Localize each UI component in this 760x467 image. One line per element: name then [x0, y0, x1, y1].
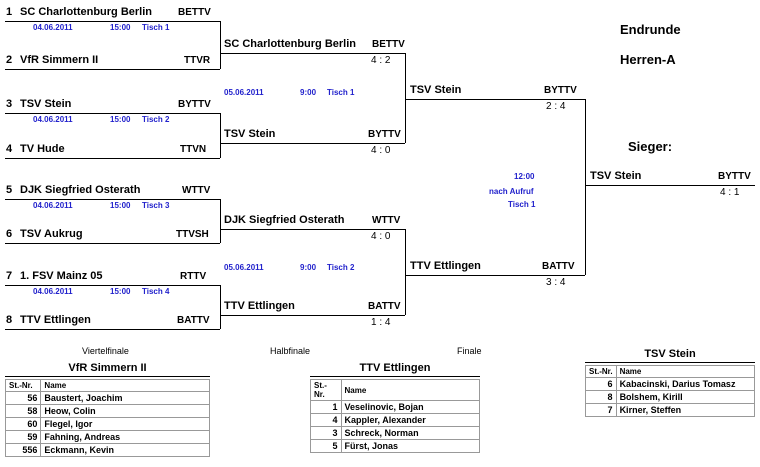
r1-seed-8: 8	[6, 314, 13, 326]
roster-name: Flegel, Igor	[41, 418, 210, 431]
roster-header-name: Name	[616, 366, 754, 378]
bracket-line	[220, 143, 405, 144]
sf-table-1: Tisch 1	[327, 88, 355, 97]
r1-team-1: SC Charlottenburg Berlin	[20, 6, 153, 18]
qf-score-2: 4 : 0	[371, 145, 391, 156]
bracket-connector	[405, 53, 406, 143]
r1-team-4: TV Hude	[20, 143, 65, 155]
r1-assoc-7: RTTV	[180, 271, 207, 282]
roster-nr: 3	[311, 427, 342, 440]
qf-team-4: TTV Ettlingen	[224, 300, 295, 312]
bracket-line	[5, 243, 220, 244]
roster-nr: 58	[6, 405, 41, 418]
roster-nr: 7	[586, 404, 617, 417]
qf-assoc-4: BATTV	[368, 301, 401, 312]
sf-date-2: 05.06.2011	[224, 263, 264, 272]
roster-name: Baustert, Joachim	[41, 392, 210, 405]
roster-nr: 1	[311, 401, 342, 414]
table-row	[311, 440, 480, 453]
roster-title-1: VfR Simmern II	[68, 362, 147, 374]
qf-team-1: SC Charlottenburg Berlin	[224, 38, 357, 50]
sf-team-2: TTV Ettlingen	[410, 260, 481, 272]
sf-time-2: 9:00	[300, 263, 317, 272]
r1-seed-4: 4	[6, 143, 13, 155]
table-row	[6, 418, 210, 431]
roster-name: Fahning, Andreas	[41, 431, 210, 444]
table-row	[586, 404, 755, 417]
qf-score-4: 1 : 4	[371, 317, 391, 328]
r1-date-1: 04.06.2011	[33, 23, 73, 32]
roster-nr: 56	[6, 392, 41, 405]
roster-name: Kabacinski, Darius Tomasz	[616, 378, 754, 391]
sieger-label: Sieger:	[628, 139, 673, 154]
r1-date-2: 04.06.2011	[33, 115, 73, 124]
r1-assoc-3: BYTTV	[178, 99, 211, 110]
r1-assoc-5: WTTV	[182, 185, 211, 196]
bracket-line	[220, 315, 405, 316]
qf-assoc-1: BETTV	[372, 39, 405, 50]
bracket-line	[5, 21, 220, 22]
table-header-row	[6, 380, 210, 392]
table-header-row	[311, 380, 480, 401]
sf-assoc-2: BATTV	[542, 261, 575, 272]
roster-nr: 4	[311, 414, 342, 427]
r1-seed-6: 6	[6, 228, 13, 240]
table-row	[6, 431, 210, 444]
r1-time-1: 15:00	[110, 23, 131, 32]
table-header-row	[586, 366, 755, 378]
sf-time-1: 9:00	[300, 88, 317, 97]
r1-team-7: 1. FSV Mainz 05	[20, 270, 103, 282]
roster-nr: 8	[586, 391, 617, 404]
r1-table-2: Tisch 2	[142, 115, 170, 124]
r1-team-6: TSV Aukrug	[20, 228, 83, 240]
r1-date-3: 04.06.2011	[33, 201, 73, 210]
bracket-line	[220, 53, 405, 54]
sf-assoc-1: BYTTV	[544, 85, 577, 96]
final-team: TSV Stein	[590, 170, 642, 182]
roster-nr: 556	[6, 444, 41, 457]
table-row	[6, 392, 210, 405]
final-time: 12:00	[514, 172, 535, 181]
bracket-line	[405, 275, 585, 276]
bracket-line	[405, 99, 585, 100]
table-row	[311, 414, 480, 427]
stage-label-finale: Finale	[457, 346, 482, 356]
r1-team-2: VfR Simmern II	[20, 54, 99, 66]
roster-nr: 59	[6, 431, 41, 444]
roster-table-3	[585, 348, 755, 417]
bracket-line	[5, 69, 220, 70]
r1-date-4: 04.06.2011	[33, 287, 73, 296]
page-title-line1: Endrunde	[620, 22, 681, 37]
table-row	[311, 401, 480, 414]
r1-table-3: Tisch 3	[142, 201, 170, 210]
roster-name: Schreck, Norman	[341, 427, 479, 440]
qf-team-3: DJK Siegfried Osterath	[224, 214, 345, 226]
table-row	[586, 391, 755, 404]
bracket-connector	[220, 113, 221, 158]
roster-table-2	[310, 362, 480, 453]
qf-team-2: TSV Stein	[224, 128, 276, 140]
qf-assoc-3: WTTV	[372, 215, 401, 226]
r1-time-2: 15:00	[110, 115, 131, 124]
bracket-connector	[220, 21, 221, 69]
r1-team-5: DJK Siegfried Osterath	[20, 184, 141, 196]
final-table: Tisch 1	[508, 200, 536, 209]
bracket-connector	[220, 285, 221, 329]
final-note: nach Aufruf	[489, 187, 534, 196]
roster-name: Veselinovic, Bojan	[341, 401, 479, 414]
roster-nr: 6	[586, 378, 617, 391]
bracket-line	[585, 185, 755, 186]
r1-table-1: Tisch 1	[142, 23, 170, 32]
bracket-line	[5, 285, 220, 286]
roster-header-nr: St.-Nr.	[586, 366, 617, 378]
bracket-line	[5, 158, 220, 159]
roster-title-3: TSV Stein	[644, 348, 696, 360]
roster-header-nr: St.-Nr.	[311, 380, 342, 401]
final-assoc: BYTTV	[718, 171, 751, 182]
roster-name: Heow, Colin	[41, 405, 210, 418]
final-score: 4 : 1	[720, 187, 740, 198]
sf-table-2: Tisch 2	[327, 263, 355, 272]
bracket-line	[5, 113, 220, 114]
table-row	[311, 427, 480, 440]
roster-nr: 5	[311, 440, 342, 453]
r1-seed-5: 5	[6, 184, 13, 196]
roster-table-1	[5, 362, 210, 457]
r1-seed-3: 3	[6, 98, 13, 110]
r1-assoc-2: TTVR	[184, 55, 211, 66]
r1-assoc-4: TTVN	[180, 144, 207, 155]
roster-nr: 60	[6, 418, 41, 431]
r1-seed-2: 2	[6, 54, 13, 66]
qf-assoc-2: BYTTV	[368, 129, 401, 140]
r1-seed-7: 7	[6, 270, 13, 282]
roster-name: Kirner, Steffen	[616, 404, 754, 417]
bracket-line	[5, 199, 220, 200]
bracket-line	[5, 329, 220, 330]
bracket-connector	[585, 99, 586, 275]
r1-time-3: 15:00	[110, 201, 131, 210]
r1-time-4: 15:00	[110, 287, 131, 296]
roster-name: Eckmann, Kevin	[41, 444, 210, 457]
qf-score-1: 4 : 2	[371, 55, 391, 66]
bracket-connector	[220, 199, 221, 243]
sf-date-1: 05.06.2011	[224, 88, 264, 97]
r1-assoc-8: BATTV	[177, 315, 210, 326]
page-title-line2: Herren-A	[620, 52, 676, 67]
table-row	[586, 378, 755, 391]
roster-name: Fürst, Jonas	[341, 440, 479, 453]
roster-name: Bolshem, Kirill	[616, 391, 754, 404]
sf-team-1: TSV Stein	[410, 84, 462, 96]
sf-score-1: 2 : 4	[546, 101, 566, 112]
r1-team-8: TTV Ettlingen	[20, 314, 91, 326]
r1-team-3: TSV Stein	[20, 98, 72, 110]
r1-seed-1: 1	[6, 6, 13, 18]
bracket-line	[220, 229, 405, 230]
roster-title-2: TTV Ettlingen	[359, 362, 431, 374]
r1-assoc-6: TTVSH	[176, 229, 209, 240]
r1-assoc-1: BETTV	[178, 7, 211, 18]
bracket-connector	[405, 229, 406, 315]
r1-table-4: Tisch 4	[142, 287, 170, 296]
roster-header-name: Name	[341, 380, 479, 401]
table-row	[6, 405, 210, 418]
roster-name: Kappler, Alexander	[341, 414, 479, 427]
table-row	[6, 444, 210, 457]
roster-header-nr: St.-Nr.	[6, 380, 41, 392]
qf-score-3: 4 : 0	[371, 231, 391, 242]
sf-score-2: 3 : 4	[546, 277, 566, 288]
stage-label-halbfinale: Halbfinale	[270, 346, 311, 356]
roster-header-name: Name	[41, 380, 210, 392]
stage-label-viertelfinale: Viertelfinale	[82, 346, 129, 356]
